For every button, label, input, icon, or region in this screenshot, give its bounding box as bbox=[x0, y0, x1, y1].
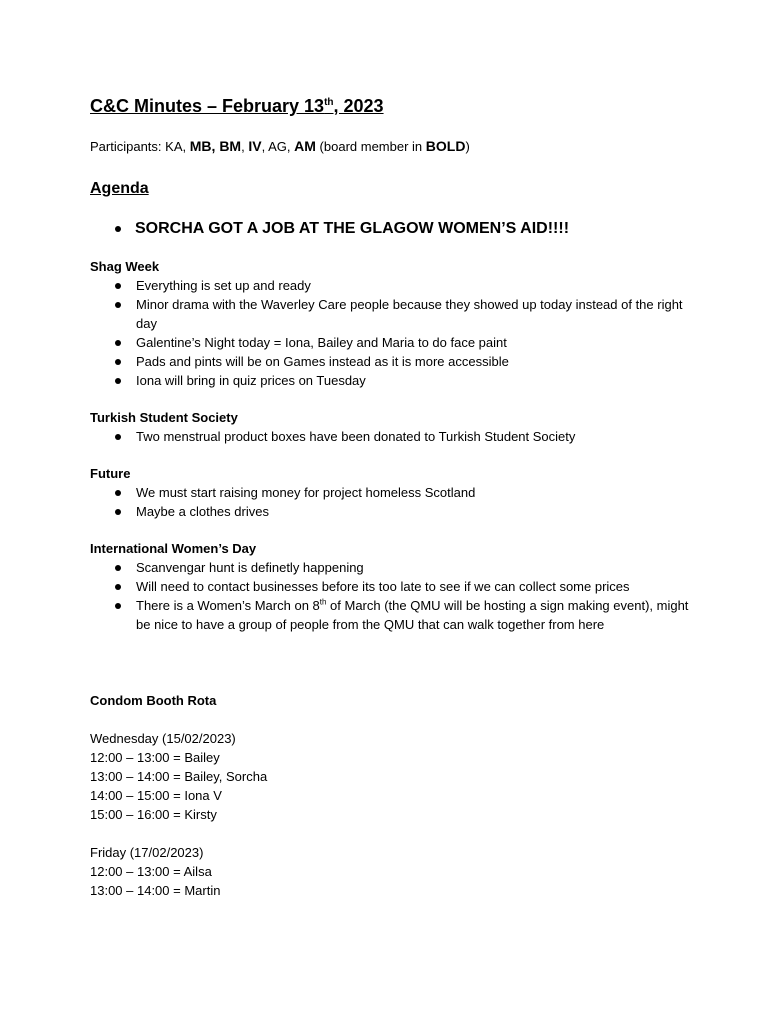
rota-friday bbox=[90, 843, 690, 900]
list-item-text: Galentine’s Night today = Iona, Bailey and Maria to do face paint bbox=[136, 335, 507, 350]
headline-list bbox=[90, 218, 690, 240]
participant-ag: AG, bbox=[268, 139, 291, 154]
participant-am: AM bbox=[294, 138, 316, 154]
list-item bbox=[90, 502, 690, 521]
rota-heading: Condom Booth Rota bbox=[90, 693, 217, 708]
participant-separator: , bbox=[261, 139, 266, 154]
participants-note-end: ) bbox=[465, 139, 470, 154]
agenda-heading: Agenda bbox=[90, 180, 149, 197]
participants-label: Participants: bbox=[90, 139, 162, 154]
section-international-womens-day bbox=[90, 539, 690, 634]
list-item bbox=[90, 276, 690, 295]
participants-line bbox=[90, 137, 690, 156]
list-item-text: There is a Women’s March on 8 bbox=[136, 598, 320, 613]
participant-iv: IV bbox=[248, 138, 262, 154]
list-item bbox=[90, 577, 690, 596]
bullet-icon bbox=[115, 302, 121, 308]
list-item bbox=[90, 371, 690, 390]
title-superscript: th bbox=[324, 97, 334, 108]
headline-item bbox=[90, 218, 690, 240]
section-heading: Shag Week bbox=[90, 259, 160, 274]
bullet-icon bbox=[115, 434, 121, 440]
list-item-text: Maybe a clothes drives bbox=[136, 504, 269, 519]
headline-text: SORCHA GOT A JOB AT THE GLAGOW WOMEN’S AID!!!! bbox=[135, 220, 570, 237]
participants-note-bold: BOLD bbox=[425, 138, 466, 154]
list-item-text: Two menstrual product boxes have been donated to Turkish Student Society bbox=[136, 429, 576, 444]
bullet-icon bbox=[115, 603, 121, 609]
bullet-list bbox=[90, 483, 690, 521]
rota-slot: 15:00 – 16:00 = Kirsty bbox=[90, 807, 217, 822]
rota-slot: 12:00 – 13:00 = Ailsa bbox=[90, 864, 212, 879]
list-item bbox=[90, 483, 690, 502]
bullet-icon bbox=[115, 584, 121, 590]
date-superscript: th bbox=[319, 597, 327, 607]
participant-separator: , bbox=[241, 139, 245, 154]
list-item-text: of March (the QMU will be hosting a sign making event), might be nice to have a group of people from the QMU that can walk together from here bbox=[136, 598, 689, 632]
rota-slot: 13:00 – 14:00 = Bailey, Sorcha bbox=[90, 769, 268, 784]
list-item bbox=[90, 333, 690, 352]
list-item bbox=[90, 427, 690, 446]
bullet-icon bbox=[115, 378, 121, 384]
bullet-list bbox=[90, 558, 690, 634]
list-item bbox=[90, 596, 690, 634]
list-item-text: Pads and pints will be on Games instead as it is more accessible bbox=[136, 354, 509, 369]
list-item-text: Iona will bring in quiz prices on Tuesday bbox=[136, 373, 366, 388]
list-item-text: We must start raising money for project homeless Scotland bbox=[136, 485, 476, 500]
rota-wednesday bbox=[90, 729, 690, 824]
rota-slot: 14:00 – 15:00 = Iona V bbox=[90, 788, 222, 803]
bullet-icon bbox=[115, 490, 121, 496]
rota-slot: 13:00 – 14:00 = Martin bbox=[90, 883, 221, 898]
list-item-text: Will need to contact businesses before its too late to see if we can collect some prices bbox=[136, 579, 630, 594]
bullet-list bbox=[90, 276, 690, 390]
section-heading: Turkish Student Society bbox=[90, 410, 238, 425]
participants-note: (board member in bbox=[319, 139, 423, 154]
document-body bbox=[90, 93, 690, 900]
list-item-text: Everything is set up and ready bbox=[136, 278, 311, 293]
title-text: C&C Minutes – February 13 bbox=[90, 96, 325, 116]
list-item bbox=[90, 558, 690, 577]
bullet-icon bbox=[115, 340, 121, 346]
bullet-icon bbox=[115, 283, 121, 289]
bullet-icon bbox=[115, 226, 121, 232]
section-heading: International Women’s Day bbox=[90, 541, 257, 556]
section-turkish-student-society bbox=[90, 408, 690, 446]
participant-ka: KA, bbox=[165, 139, 187, 154]
section-shag-week bbox=[90, 257, 690, 390]
document-title bbox=[90, 93, 690, 119]
bullet-icon bbox=[115, 509, 121, 515]
list-item-text: Minor drama with the Waverley Care people because they showed up today instead of the right day bbox=[136, 297, 683, 331]
rota-slot: 12:00 – 13:00 = Bailey bbox=[90, 750, 220, 765]
bullet-list bbox=[90, 427, 690, 446]
title-year: , 2023 bbox=[333, 96, 384, 116]
section-future bbox=[90, 464, 690, 521]
section-condom-booth-rota bbox=[90, 691, 690, 710]
list-item-text: Scanvengar hunt is definetly happening bbox=[136, 560, 364, 575]
rota-day: Friday (17/02/2023) bbox=[90, 845, 204, 860]
bullet-icon bbox=[115, 359, 121, 365]
participant-mb-bm: MB, BM bbox=[189, 138, 242, 154]
list-item bbox=[90, 352, 690, 371]
bullet-icon bbox=[115, 565, 121, 571]
section-heading: Future bbox=[90, 466, 131, 481]
rota-day: Wednesday (15/02/2023) bbox=[90, 731, 236, 746]
list-item bbox=[90, 295, 690, 333]
